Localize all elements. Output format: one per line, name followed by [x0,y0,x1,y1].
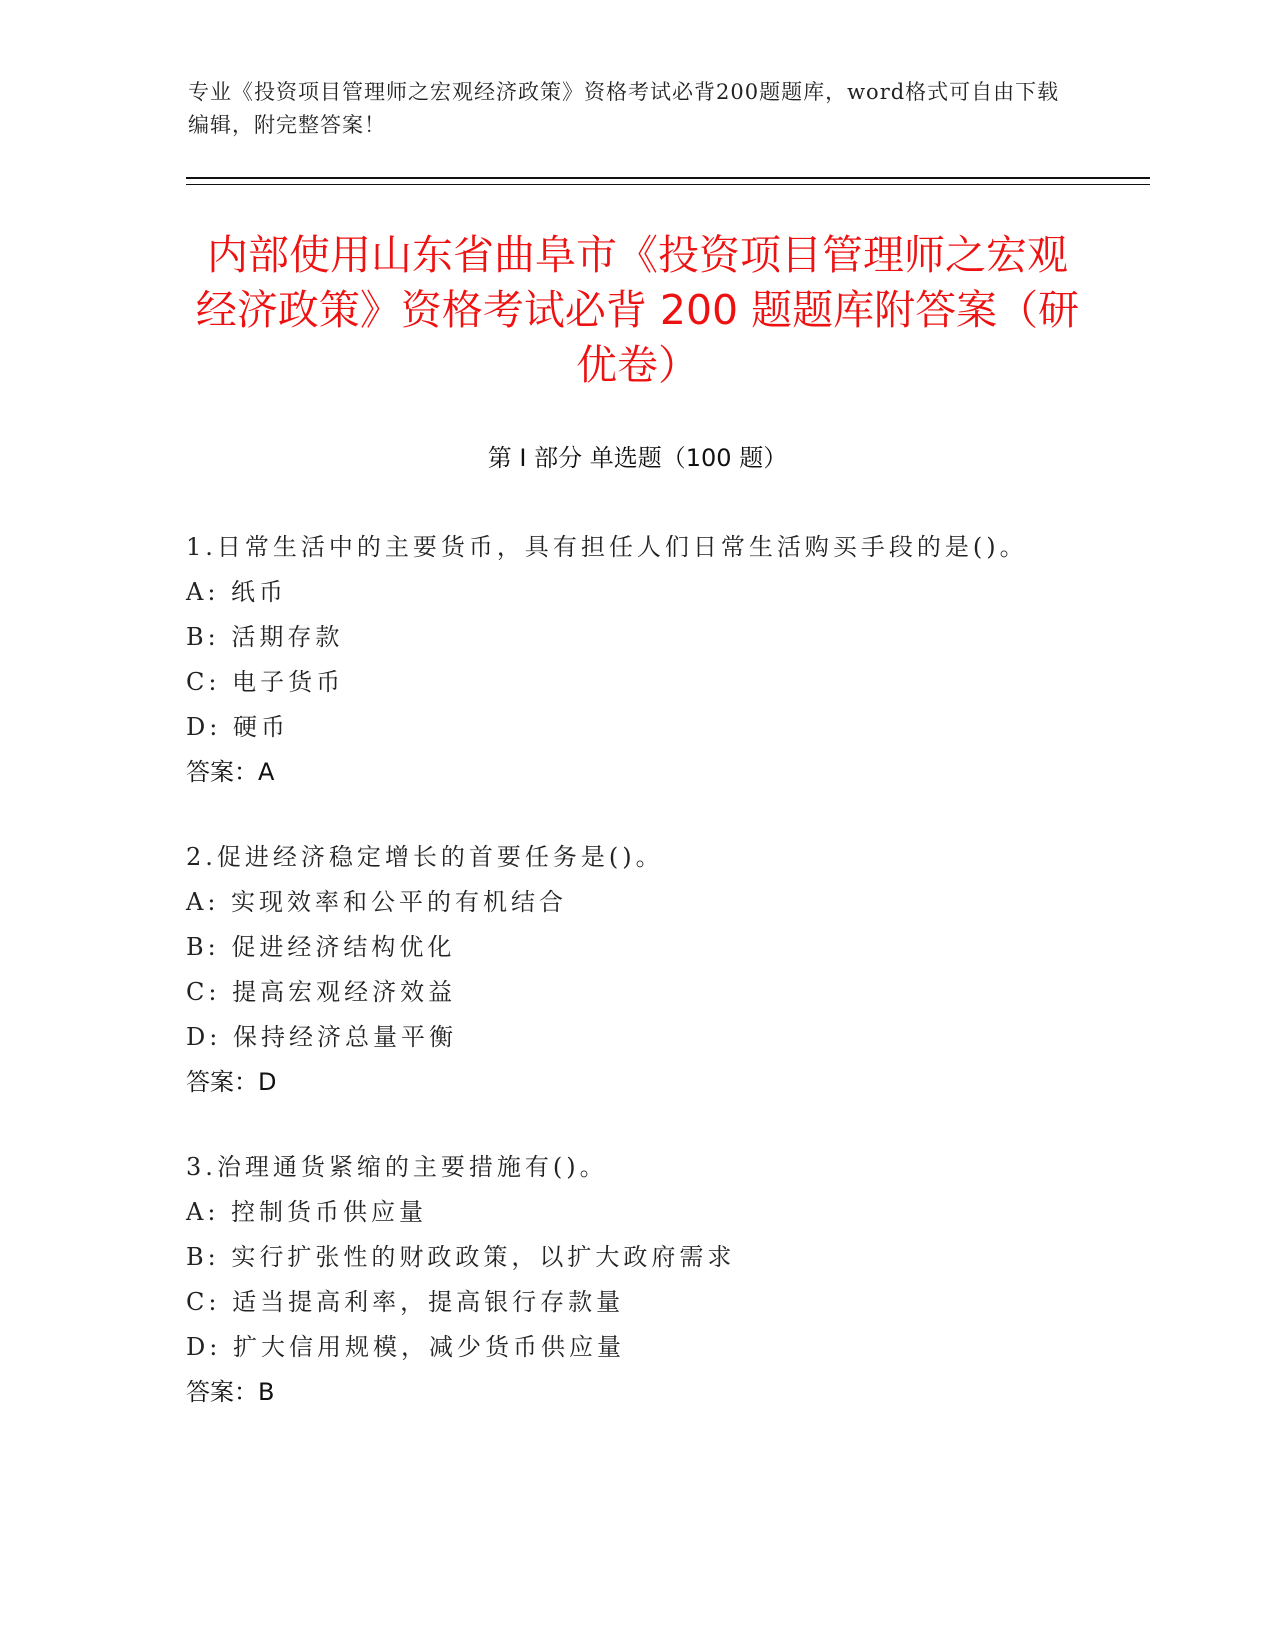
option-c: C: 电子货币 [186,668,345,696]
header-rule-thick [186,177,1150,179]
option-a: A: 实现效率和公平的有机结合 [186,888,568,916]
answer: 答案：D [186,1068,277,1096]
option-b: B: 实行扩张性的财政政策，以扩大政府需求 [186,1243,736,1271]
answer: 答案：A [186,758,275,786]
option-d: D: 硬币 [186,713,289,741]
option-a: A: 控制货币供应量 [186,1198,428,1226]
header-rule-thin [186,184,1150,185]
document-title: 内部使用山东省曲阜市《投资项目管理师之宏观经济政策》资格考试必背 200 题题库附答案（研优卷） [195,231,1080,389]
section-title: 第 I 部分 单选题（100 题） [487,444,788,472]
question-3 [186,1145,1136,1415]
option-b: B: 促进经济结构优化 [186,933,456,961]
option-d: D: 保持经济总量平衡 [186,1023,457,1051]
option-c: C: 提高宏观经济效益 [186,978,457,1006]
question-1 [186,525,1136,795]
answer: 答案：B [186,1378,275,1406]
option-b: B: 活期存款 [186,623,344,651]
question-stem: 1.日常生活中的主要货币，具有担任人们日常生活购买手段的是()。 [186,533,1028,561]
question-stem: 3.治理通货紧缩的主要措施有()。 [186,1153,608,1181]
header-note: 专业《投资项目管理师之宏观经济政策》资格考试必背200题题库，word格式可自由下载编辑，附完整答案！ [188,80,1060,137]
option-c: C: 适当提高利率，提高银行存款量 [186,1288,625,1316]
question-2 [186,835,1136,1105]
option-d: D: 扩大信用规模，减少货币供应量 [186,1333,625,1361]
question-list [186,525,1136,1455]
question-stem: 2.促进经济稳定增长的首要任务是()。 [186,843,664,871]
option-a: A: 纸币 [186,578,288,606]
